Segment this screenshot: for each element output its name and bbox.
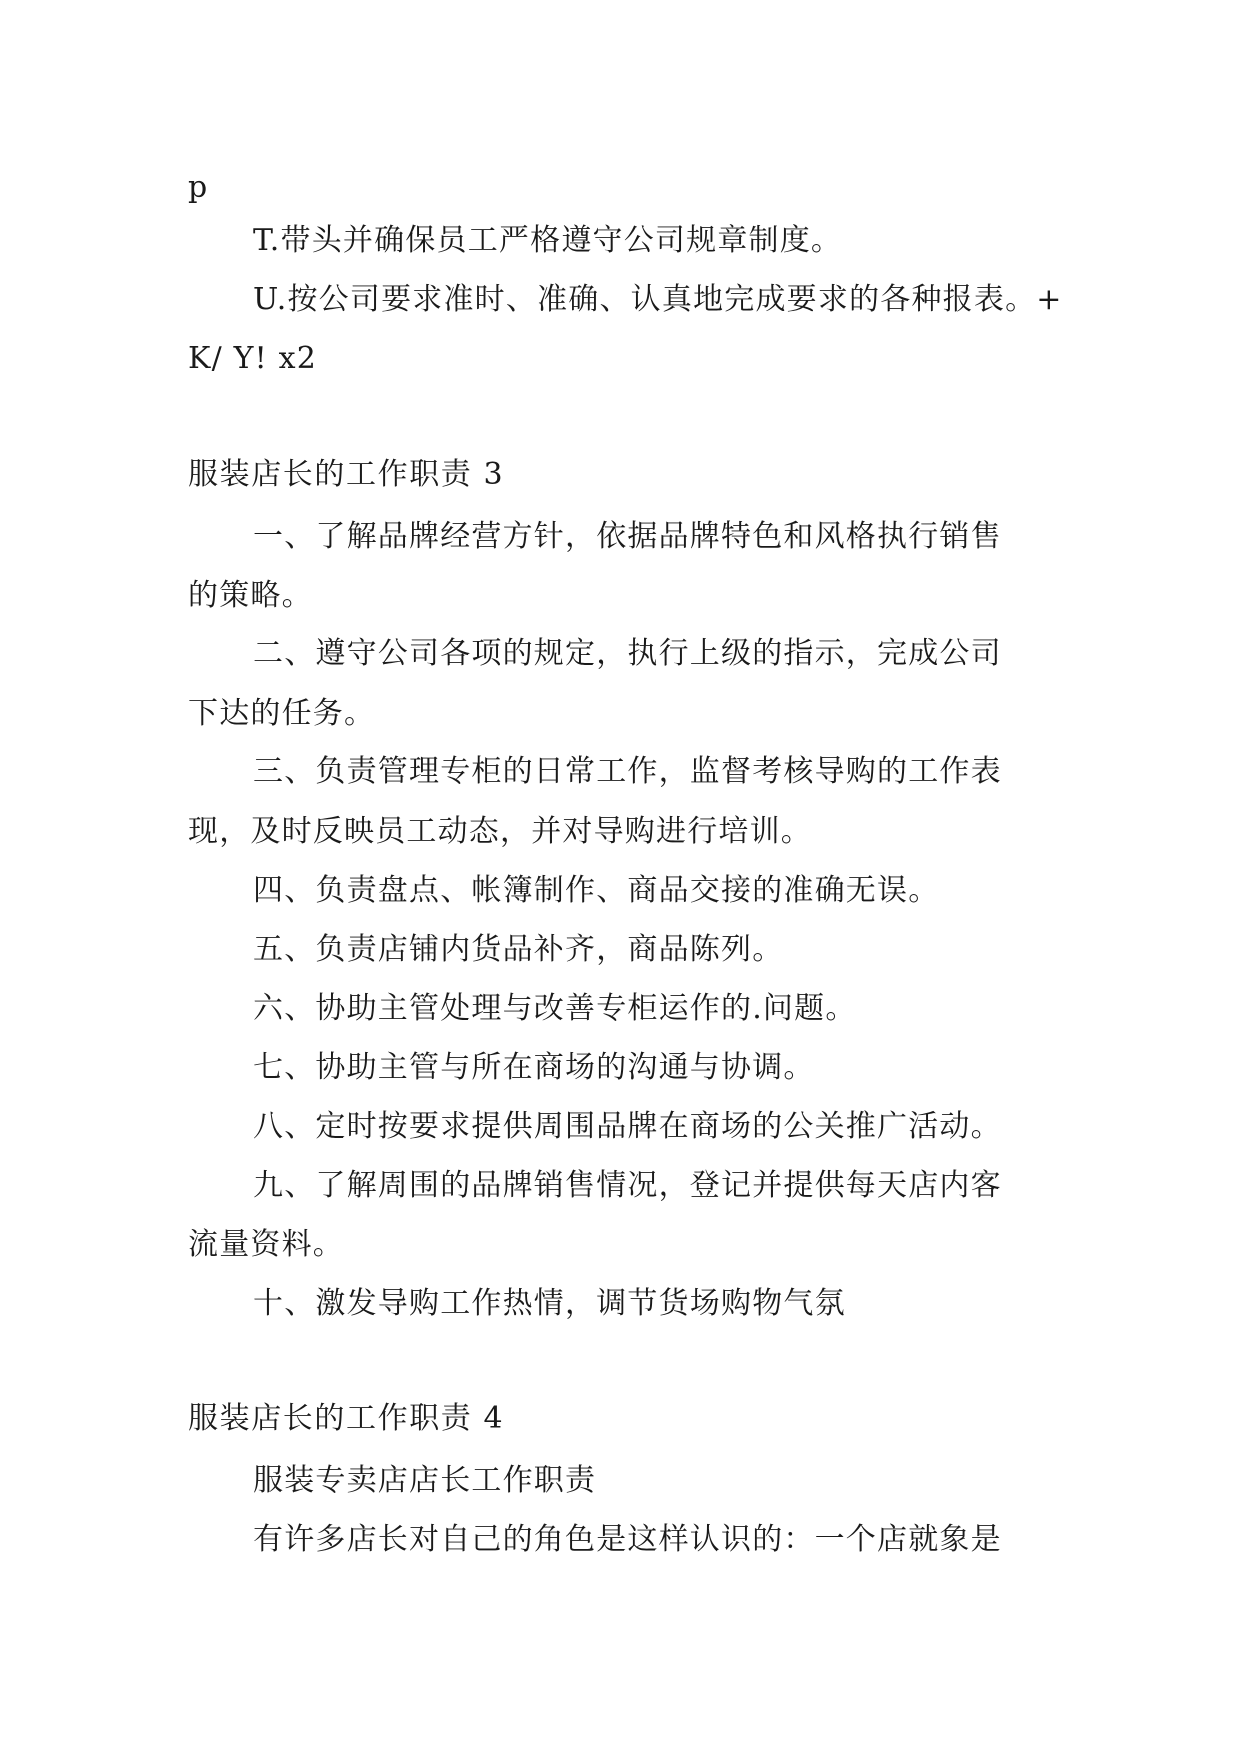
text-line: p <box>188 170 209 205</box>
text-line: 流量资料。 <box>188 1227 344 1262</box>
text-line: 下达的任务。 <box>188 696 376 731</box>
text-line: 一、了解品牌经营方针，依据品牌特色和风格执行销售 <box>253 519 1002 554</box>
text-line: 二、遵守公司各项的规定，执行上级的指示，完成公司 <box>253 636 1002 671</box>
text-line: 四、负责盘点、帐簿制作、商品交接的准确无误。 <box>253 873 940 908</box>
text-line: 三、负责管理专柜的日常工作，监督考核导购的工作表 <box>253 754 1002 789</box>
text-line: 服装专卖店店长工作职责 <box>253 1463 597 1498</box>
text-line: 六、协助主管处理与改善专柜运作的.问题。 <box>253 991 857 1026</box>
text-line: 的策略。 <box>188 578 313 613</box>
text-line: 七、协助主管与所在商场的沟通与协调。 <box>253 1050 815 1085</box>
section-heading: 服装店长的工作职责 4 <box>188 1401 505 1436</box>
text-line: 十、激发导购工作热情，调节货场购物气氛 <box>253 1286 846 1321</box>
text-line: 九、了解周围的品牌销售情况，登记并提供每天店内客 <box>253 1168 1002 1203</box>
text-line: T.带头并确保员工严格遵守公司规章制度。 <box>253 223 843 258</box>
text-line: 现，及时反映员工动态，并对导购进行培训。 <box>188 814 812 849</box>
text-line: 有许多店长对自己的角色是这样认识的：一个店就象是 <box>253 1522 1002 1557</box>
section-heading: 服装店长的工作职责 3 <box>188 457 505 492</box>
text-line: U.按公司要求准时、准确、认真地完成要求的各种报表。+ <box>253 282 1063 317</box>
text-line: 八、定时按要求提供周围品牌在商场的公关推广活动。 <box>253 1109 1002 1144</box>
text-line: K/ Y! x2 <box>188 341 318 376</box>
text-line: 五、负责店铺内货品补齐，商品陈列。 <box>253 932 784 967</box>
